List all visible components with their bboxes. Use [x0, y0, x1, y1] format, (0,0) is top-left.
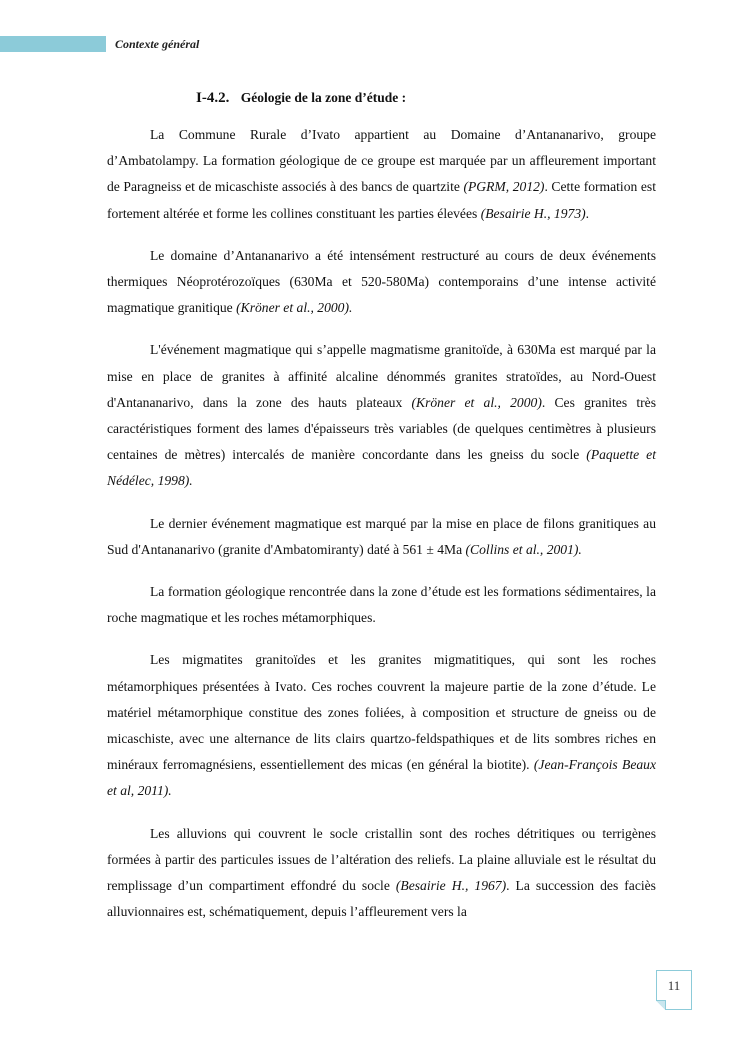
body-text [107, 122, 656, 941]
page-fold-corner [656, 1000, 666, 1010]
paragraph: L'événement magmatique qui s’appelle magmatisme granitoïde, à 630Ma est marqué par la mise en place de granites à affinité alcaline dénommés granites stratoïdes, au Nord-Ouest d'Antananarivo, dans la zone des hauts plateaux (Kröner et al., 2000). Ces granites très caractéristiques forment des lames d'épaisseurs très variables (de quelques centimètres à plusieurs centaines de mètres) intercalés de manière concordante dans les gneiss du socle (Paquette et Nédélec, 1998). [107, 342, 656, 489]
running-header: Contexte général [115, 37, 200, 51]
paragraph: Le dernier événement magmatique est marqué par la mise en place de filons granitiques au Sud d'Antananarivo (granite d'Ambatomiranty) daté à 561 ± 4Ma (Collins et al., 2001). [107, 515, 656, 557]
paragraph: La Commune Rurale d’Ivato appartient au Domaine d’Antananarivo, groupe d’Ambatolampy. La formation géologique de ce groupe est marquée par un affleurement important de Paragneiss et de micaschiste associés à des bancs de quartzite (PGRM, 2012). Cette formation est fortement altérée et forme les collines constituant les parties élevées (Besairie H., 1973). [107, 127, 656, 221]
paragraph: La formation géologique rencontrée dans la zone d’étude est les formations sédimentaires, la roche magmatique et les roches métamorphiques. [107, 584, 656, 626]
paragraph: Le domaine d’Antananarivo a été intensément restructuré au cours de deux événements thermiques Néoprotérozoïques (630Ma et 520-580Ma) contemporains d’une intense activité magmatique granitique (Kröner et al., 2000). [107, 247, 656, 316]
section-heading [196, 90, 406, 107]
section-title: Géologie de la zone d’étude : [240, 90, 407, 105]
paragraph: Les alluvions qui couvrent le socle cristallin sont des roches détritiques ou terrigènes formées à partir des particules issues de l’altération des reliefs. La plaine alluviale est le résultat du remplissage d’un compartiment effondré du socle (Besairie H., 1967). La succession des faciès alluvionnaires est, schématiquement, depuis l’affleurement vers la [107, 825, 656, 920]
paragraph: Les migmatites granitoïdes et les granites migmatitiques, qui sont les roches métamorphiques présentées à Ivato. Ces roches couvrent la majeure partie de la zone d’étude. Le matériel métamorphique constitue des zones foliées, à composition et structure de gneiss ou de micaschiste, avec une alternance de lits clairs quartzo-feldspathiques et de lits sombres riches en minéraux ferromagnésiens, essentiellement des micas (en général la biotite). (Jean-François Beaux et al, 2011). [107, 652, 656, 799]
section-number: I-4.2. [196, 90, 230, 106]
page-number: 11 [656, 970, 692, 1010]
header-accent-bar [0, 36, 106, 52]
